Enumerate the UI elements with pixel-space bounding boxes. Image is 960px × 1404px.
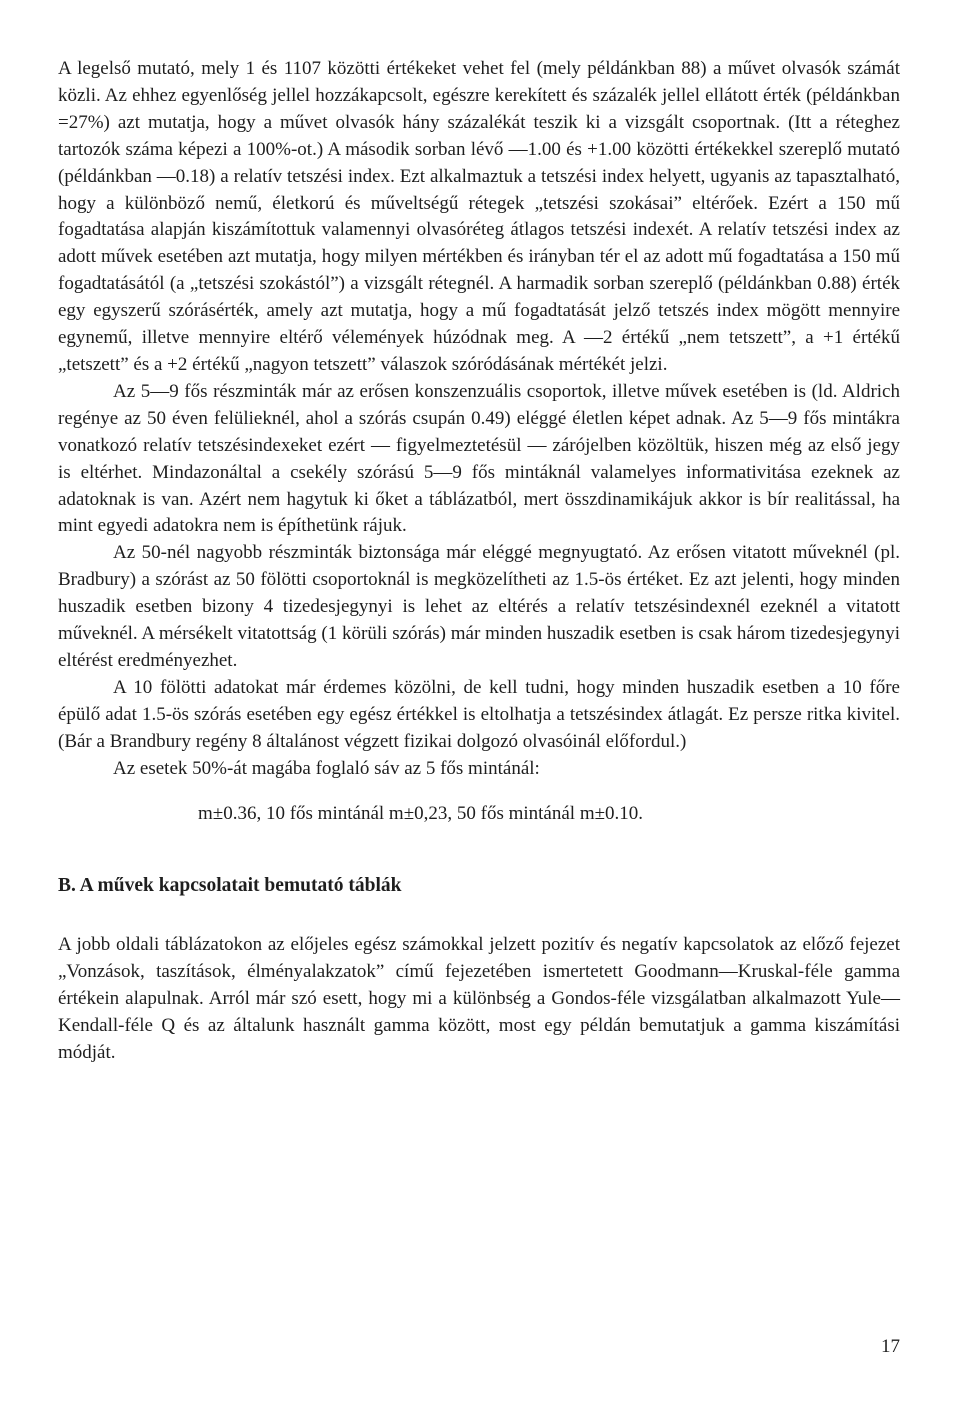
section-body: A jobb oldali táblázatokon az előjeles egész számokkal jelzett pozitív és negatív kapcsolatok az előző fejezet „Vonzások, taszítások, élményalakzatok” című fejezetében ismertetett Goodmann—Kruskal-féle gamma értékein alapulnak. Arról már szó esett, hogy mi a különbség a Gondos-féle vizsgálatban alkalmazott Yule—Kendall-féle Q és az általunk használt gamma között, most egy példán bemutatjuk a gamma kiszámítási módját. (58, 934, 900, 1064)
page-number: 17 (881, 1336, 900, 1357)
formula-line: m±0.36, 10 fős mintánál m±0,23, 50 fős mintánál m±0.10. (198, 803, 644, 825)
paragraph-ten-plus: A 10 fölötti adatokat már érdemes közölni, de kell tudni, hogy minden huszadik esetben a 10 főre épülő adat 1.5-ös szórás esetében egy egész értékkel is eltolhatja a tetszésindex átlagát. Ez persze ritka kivitel. (Bár a Brandbury regény 8 általánost végzett fizikai dolgozó olvasóinál előfordul.) (58, 676, 900, 752)
page-content (58, 56, 900, 1067)
paragraph-indices: A legelső mutató, mely 1 és 1107 közötti értékeket vehet fel (mely példánkban 88) a művet olvasók számát közli. Az ehhez egyenlőség jellel hozzákapcsolt, egészre kerekített és százalék jellel ellátott érték (példánkban =27%) azt mutatja, hogy a művet olvasók hány százalékát teszik ki a vizsgált csoportnak. (Itt a réteghez tartozók száma képezi a 100%-ot.) A második sorban lévő —1.00 és +1.00 közötti értékekkel szereplő mutató (példánkban —0.18) a relatív tetszési index. Ezt alkalmaztuk a tetszési index helyett, ugyanis az tapasztalható, hogy a különböző nemű, életkorú és műveltségű rétegek „tetszési szokásai” eltérőek. Ezért a 150 mű fogadtatása alapján kiszámítottuk valamennyi olvasóréteg átlagos tetszési indexét. A relatív tetszési index az adott művek esetében azt mutatja, hogy milyen mértékben és irányban tér el az adott mű fogadtatása a 150 mű fogadtatásától (a „tetszési szokástól”) a vizsgált rétegnél. A harmadik sorban szereplő (példánkban 0.88) érték egy egyszerű szórásérték, amely azt mutatja, hogy a mű fogadtatását jelző tetszés index mögött mennyire egynemű, illetve mennyire eltérő vélemények húzódnak meg. A —2 értékű „nem tetszett”, a +1 értékű „tetszett” és a +2 értékű „nagyon tetszett” válaszok szóródásának mértékét jelzi. (58, 58, 900, 375)
paragraph-small-samples: Az 5—9 fős részminták már az erősen konszenzuális csoportok, illetve művek esetében is (ld. Aldrich regénye az 50 éven felülieknél, ahol a szórás csupán 0.49) eléggé életlen képet adnak. Az 5—9 fős mintákra vonatkozó relatív tetszésindexeket ezért — figyelmeztetésül — zárójelben közöltük, hiszen még az első jegy is eltérhet. Mindazonáltal a csekély szórású 5—9 fős mintáknál valamelyes informativitása ezeknek az adatoknak is van. Azért nem hagytuk ki őket a táblázatból, mert összdinamikájuk akkor is bír realitással, ha mint egyedi adatokra nem is építhetünk rájuk. (58, 380, 900, 537)
paragraph-large-samples: Az 50-nél nagyobb részminták biztonsága már eléggé megnyugtató. Az erősen vitatott műveknél (pl. Bradbury) a szórást az 50 fölötti csoportoknál is megközelítheti az 1.5-ös értéket. Ez azt jelenti, hogy minden huszadik esetben bizony 4 tizedesjegynyi is lehet az eltérés a relatív tetszésindexnél ezeknél a vitatott műveknél. A mérsékelt vitatottság (1 körüli szórás) már minden huszadik esetben is csak három tizedesjegynyi eltérést eredményezhet. (58, 542, 900, 671)
section-heading: B. A művek kapcsolatait bemutató táblák (58, 875, 402, 897)
paragraph-band-intro: Az esetek 50%-át magába foglaló sáv az 5 fős mintánál: (113, 757, 540, 779)
